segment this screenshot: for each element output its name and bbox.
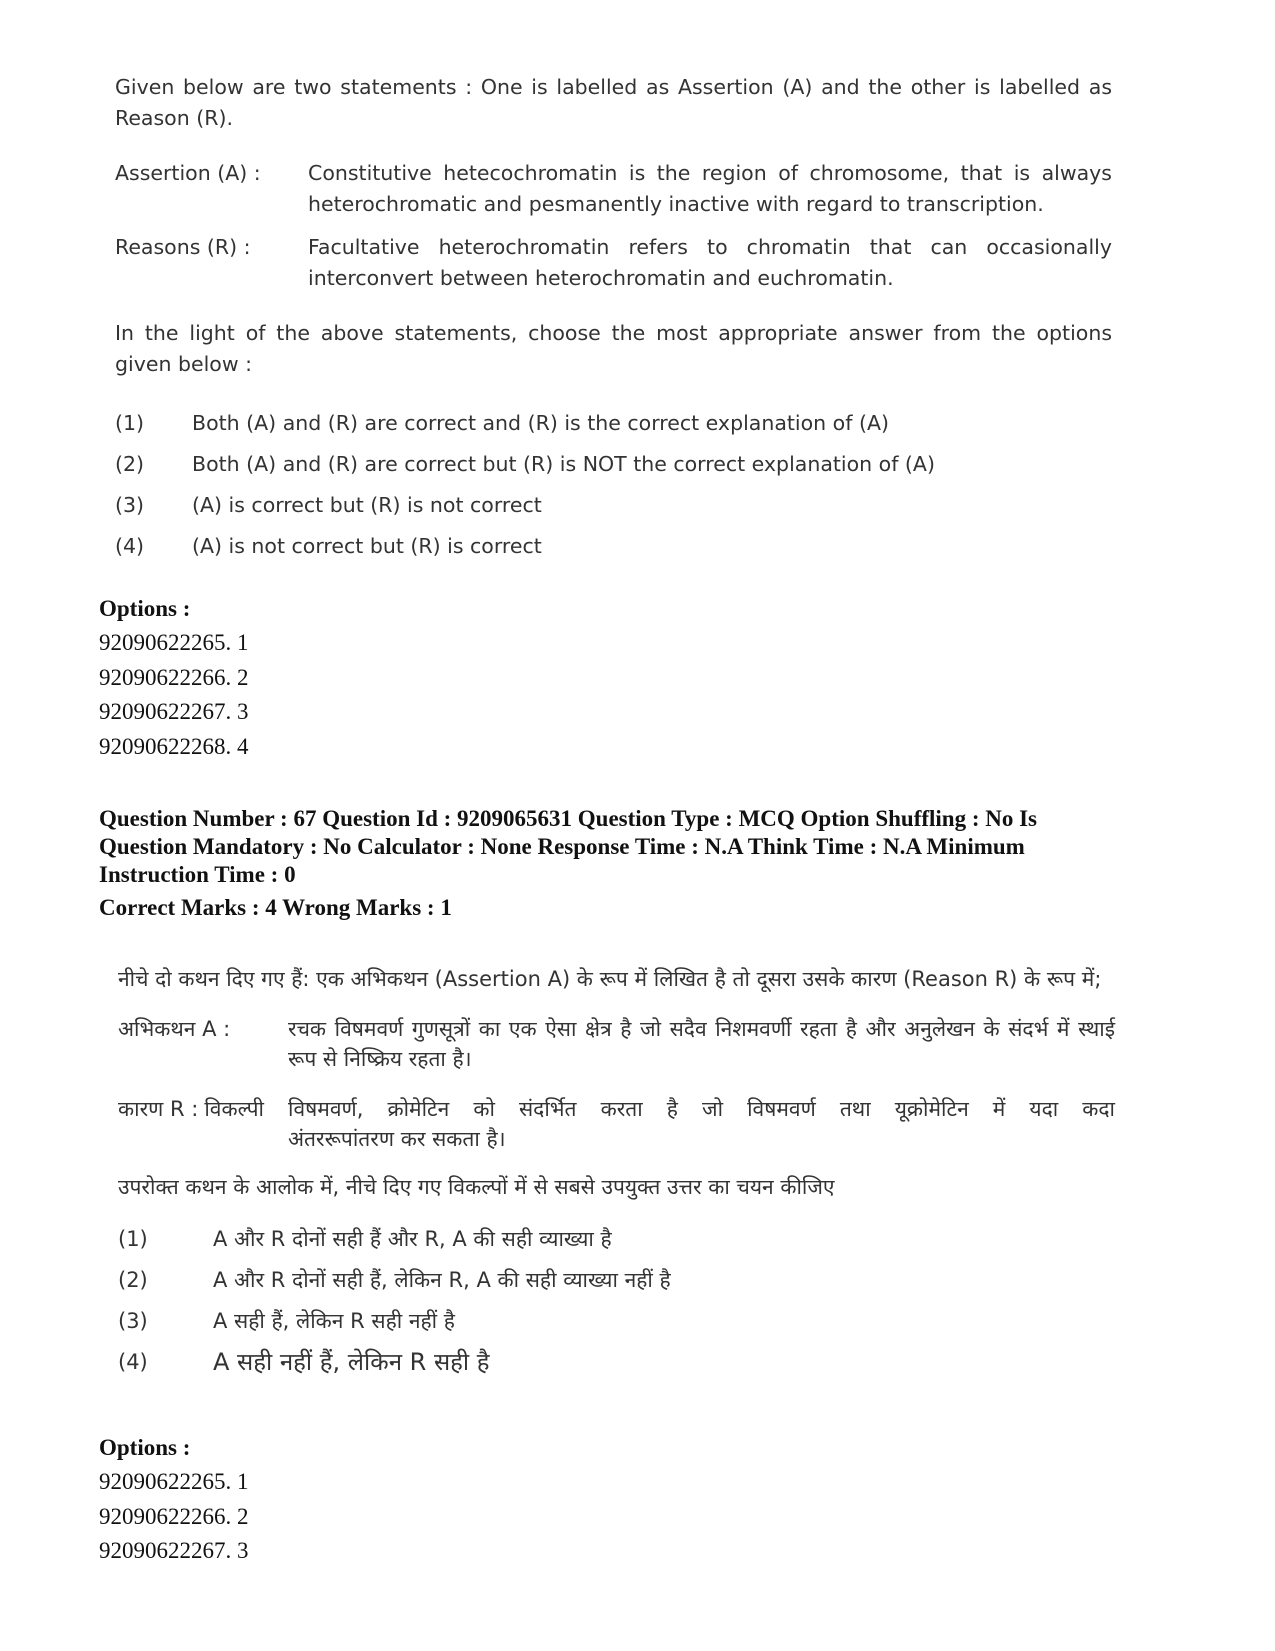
assertion-text-hindi: रचक विषमवर्ण गुणसूत्रों का एक ऐसा क्षेत्र है जो सदैव निशमवर्णी रहता है और अनुलेखन के संदर्भ में स्थाई रूप से निष्क्रिय रहता है। xyxy=(288,1017,1115,1071)
question-image-english xyxy=(115,72,1112,572)
option-item: 92090622267. 3 xyxy=(99,1538,249,1563)
choice-number: (1) xyxy=(118,1226,148,1251)
assertion-label: Assertion (A) : xyxy=(115,161,261,185)
option-item: 92090622268. 4 xyxy=(99,733,249,759)
choice-text: A सही हैं, लेकिन R सही नहीं है xyxy=(213,1308,455,1333)
choice-number: (1) xyxy=(115,411,145,435)
choice-text: (A) is correct but (R) is not correct xyxy=(192,493,542,517)
assertion-row-hindi xyxy=(118,1014,1115,1074)
choice-number: (4) xyxy=(115,534,145,558)
question-meta xyxy=(99,805,1109,922)
option-item: 92090622265. 1 xyxy=(99,1469,249,1494)
reason-text: Facultative heterochromatin refers to chromatin that can occasionally interconvert between heterochromatin and euchromatin. xyxy=(308,235,1112,290)
options-heading: Options : xyxy=(99,1435,191,1460)
options-list xyxy=(99,1465,249,1569)
reason-row xyxy=(115,232,1112,294)
choice-number: (4) xyxy=(118,1349,148,1374)
assertion-label-hindi: अभिकथन A : xyxy=(118,1017,231,1041)
question-prompt-hindi: उपरोक्त कथन के आलोक में, नीचे दिए गए विकल्पों में से सबसे उपयुक्त उत्तर का चयन कीजिए xyxy=(118,1175,835,1199)
answer-choice-hindi xyxy=(118,1218,1115,1259)
option-item: 92090622266. 2 xyxy=(99,1503,249,1529)
answer-choices-hindi xyxy=(118,1218,1115,1382)
reason-block-hindi xyxy=(118,1094,1115,1154)
answer-choice-hindi xyxy=(118,1300,1115,1341)
choice-text: Both (A) and (R) are correct but (R) is NOT the correct explanation of (A) xyxy=(192,452,935,476)
question-intro: Given below are two statements : One is labelled as Assertion (A) and the other is labelled as Reason (R). xyxy=(115,75,1112,130)
assertion-row xyxy=(115,158,1112,220)
answer-choices xyxy=(115,408,1112,572)
options-block xyxy=(99,592,249,764)
choice-text: Both (A) and (R) are correct and (R) is the correct explanation of (A) xyxy=(192,411,889,435)
assertion-text: Constitutive hetecochromatin is the region of chromosome, that is always heterochromatic and pesmanently inactive with regard to transcription. xyxy=(308,161,1112,216)
choice-number: (2) xyxy=(115,452,145,476)
choice-text: A सही नहीं हैं, लेकिन R सही है xyxy=(213,1347,490,1376)
reason-row-hindi xyxy=(118,1094,1115,1124)
reason-text-hindi: विकल्पी विषमवर्ण, क्रोमेटिन को संदर्भित करता है जो विषमवर्ण तथा यूक्रोमेटिन में यदा कदा xyxy=(204,1097,1115,1121)
option-item: 92090622267. 3 xyxy=(99,699,249,724)
option-item: 92090622265. 1 xyxy=(99,630,249,655)
answer-choice-hindi xyxy=(118,1259,1115,1300)
question-image-hindi xyxy=(118,964,1115,1382)
choice-number: (3) xyxy=(115,493,145,517)
choice-text: A और R दोनों सही हैं, लेकिन R, A की सही व्याख्या नहीं है xyxy=(213,1267,671,1292)
answer-choice xyxy=(115,408,1112,449)
question-intro-hindi: नीचे दो कथन दिए गए हैं: एक अभिकथन (Assertion A) के रूप में लिखित है तो दूसरा उसके कारण (Reason R) के रूप में; xyxy=(118,967,1102,991)
reason-text-hindi-cont: अंतररूपांतरण कर सकता है। xyxy=(288,1127,506,1151)
choice-number: (2) xyxy=(118,1267,148,1292)
question-marks: Correct Marks : 4 Wrong Marks : 1 xyxy=(99,895,452,920)
question-info: Question Number : 67 Question Id : 9209065631 Question Type : MCQ Option Shuffling : No Is Question Mandatory : No Calculator : None Response Time : N.A Think Time : N.A Minimum Instruction Time : 0 xyxy=(99,806,1038,887)
reason-label-hindi: कारण R : xyxy=(118,1097,199,1121)
choice-number: (3) xyxy=(118,1308,148,1333)
options-block xyxy=(99,1431,249,1569)
question-prompt: In the light of the above statements, choose the most appropriate answer from the options given below : xyxy=(115,321,1112,376)
answer-choice xyxy=(115,531,1112,572)
answer-choice-hindi xyxy=(118,1341,1115,1382)
choice-text: A और R दोनों सही हैं और R, A की सही व्याख्या है xyxy=(213,1226,612,1251)
answer-choice xyxy=(115,490,1112,531)
option-item: 92090622266. 2 xyxy=(99,664,249,690)
options-heading: Options : xyxy=(99,596,191,621)
options-list xyxy=(99,626,249,764)
choice-text: (A) is not correct but (R) is correct xyxy=(192,534,542,558)
answer-choice xyxy=(115,449,1112,490)
reason-label: Reasons (R) : xyxy=(115,235,251,259)
